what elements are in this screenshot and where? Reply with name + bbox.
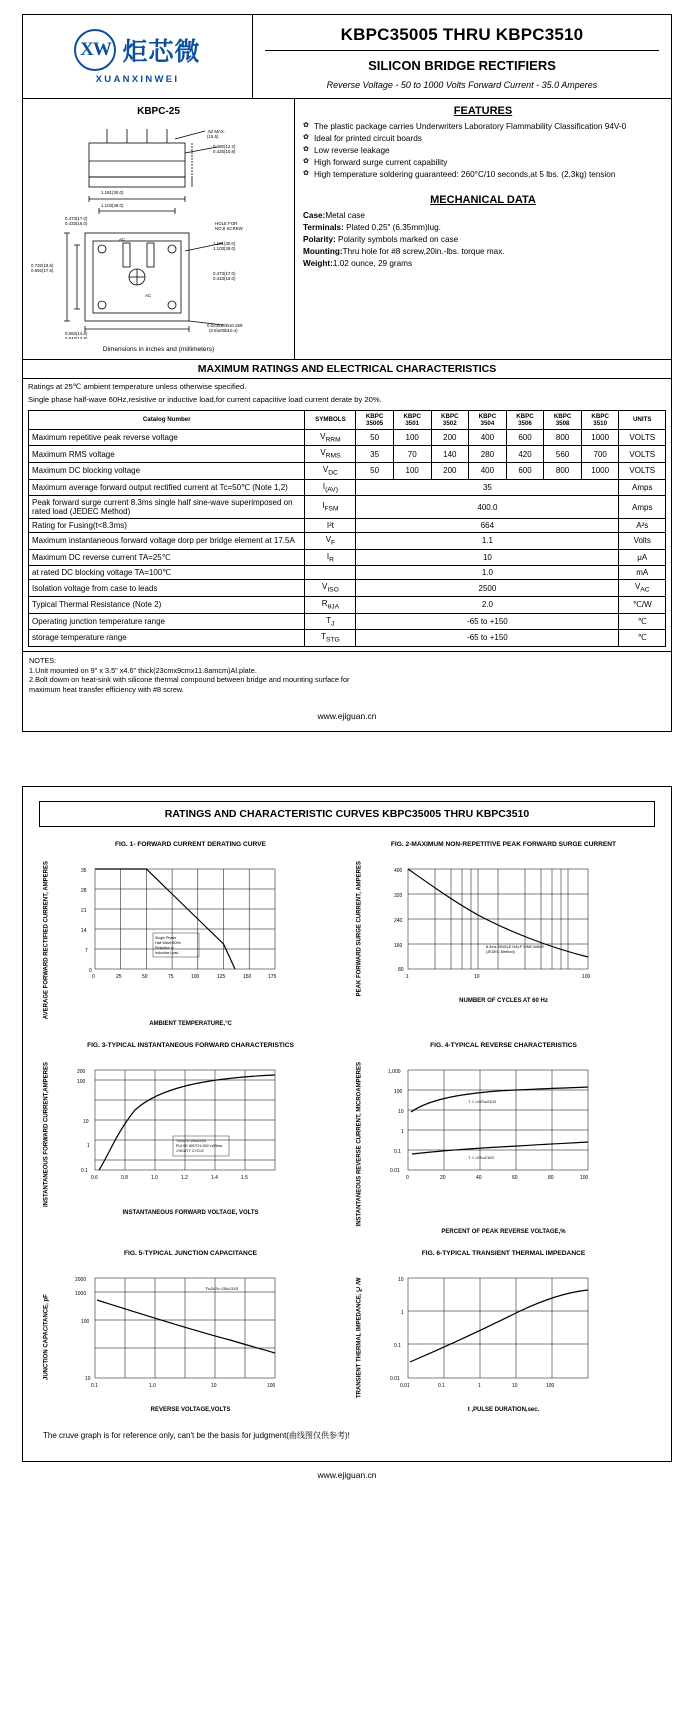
svg-text:1: 1	[478, 1383, 481, 1390]
svg-text:0.433(16.0): 0.433(16.0)	[65, 221, 88, 226]
cell-unit: VOLTS	[619, 446, 666, 463]
chart-title: FIG. 6-TYPICAL TRANSIENT THERMAL IMPEDANCE	[421, 1250, 586, 1258]
table-row	[29, 429, 666, 446]
chart-xlabel: REVERSE VOLTAGE,VOLTS	[150, 1407, 231, 1414]
header-part-5: KBPC 3508	[544, 410, 582, 429]
svg-text:21: 21	[81, 908, 87, 915]
svg-text:0.480(12.2): 0.480(12.2)	[213, 144, 236, 149]
note-item: 1.Unit mounted on 9" x 3.5" x4.6" thick(23cmx9cmx11.8amcm)Al.plate.	[29, 665, 257, 675]
svg-text:HOLE FOR: HOLE FOR	[215, 221, 238, 226]
svg-text:T\u2c7c=25\u2103: T\u2c7c=25\u2103	[176, 1139, 206, 1144]
svg-text:(0.6\u00b10.4): (0.6\u00b10.4)	[209, 328, 238, 333]
cell-value: 280	[469, 446, 507, 463]
cell-parameter: Isolation voltage from case to leads	[29, 580, 305, 597]
svg-text:0.543(13.8): 0.543(13.8)	[65, 336, 88, 339]
svg-text:AC: AC	[145, 293, 152, 298]
list-item: ✿ High temperature soldering guaranteed: 260°C/10 seconds,at 5 lbs. (2.3kg) tension	[303, 169, 663, 180]
svg-text:28: 28	[81, 888, 87, 895]
cell-parameter: at rated DC blocking voltage TA=100℃	[29, 566, 305, 580]
svg-text:0.473(17.0): 0.473(17.0)	[65, 216, 88, 221]
header-part-1: KBPC 3501	[393, 410, 431, 429]
svg-text:0.023\u00b10.259: 0.023\u00b10.259	[207, 323, 243, 328]
chart-title: FIG. 2-MAXIMUM NON-REPETITIVE PEAK FORWARD SURGE CURRENT	[390, 841, 617, 849]
notes-title: NOTES:	[29, 655, 57, 665]
list-item	[303, 210, 663, 222]
header-part-0: KBPC 35005	[356, 410, 394, 429]
svg-text:1: 1	[406, 974, 409, 981]
svg-text:10: 10	[398, 1109, 404, 1116]
svg-text:1.5: 1.5	[241, 1175, 248, 1182]
ratings-note-2: Single phase half-wave 60Hz,resistive or inductive load,for current capacitive load current derate by 20%.	[28, 395, 382, 405]
svg-text:0.1: 0.1	[394, 1343, 401, 1350]
cell-unit: A²s	[619, 519, 666, 533]
cell-value-span: -65 to +150	[356, 630, 619, 647]
cell-value: 400	[469, 429, 507, 446]
cell-unit: Amps	[619, 496, 666, 519]
chart-plot	[368, 1062, 618, 1192]
list-item	[303, 234, 663, 246]
cell-unit: Volts	[619, 533, 666, 550]
cell-unit: mA	[619, 566, 666, 580]
cell-value: 800	[544, 462, 582, 479]
cell-value: 70	[393, 446, 431, 463]
svg-text:1: 1	[87, 1143, 90, 1150]
mech-value: Plated 0.25" (6.35mm)lug.	[343, 223, 441, 233]
curves-title: RATINGS AND CHARACTERISTIC CURVES KBPC35005 THRU KBPC3510	[39, 801, 655, 827]
header-part-3: KBPC 3504	[469, 410, 507, 429]
chart-plot	[55, 861, 305, 991]
logo-chinese-name: 炬芯微	[122, 37, 201, 66]
header-symbols: SYMBOLS	[305, 410, 356, 429]
svg-text:.62 MAX.: .62 MAX.	[207, 129, 226, 134]
table-head	[29, 410, 666, 429]
svg-text:10: 10	[474, 974, 480, 981]
svg-text:0: 0	[89, 968, 92, 975]
svg-text:AC: AC	[119, 237, 126, 242]
logo-english-name: XUANXINWEI	[95, 73, 180, 85]
mech-value: Polarity symbols marked on case	[335, 235, 459, 245]
svg-text:(JEDEC Method): (JEDEC Method)	[486, 950, 515, 955]
svg-text:160: 160	[394, 943, 403, 950]
cell-parameter: Maximum DC blocking voltage	[29, 462, 305, 479]
chart-title: FIG. 5-TYPICAL JUNCTION CAPACITANCE	[124, 1250, 257, 1258]
cell-parameter: Maximum repetitive peak reverse voltage	[29, 429, 305, 446]
cell-value: 140	[431, 446, 469, 463]
cell-value: 600	[506, 429, 544, 446]
ratings-table	[28, 410, 666, 647]
page2-sheet	[22, 786, 672, 1462]
cell-value-span: 2.0	[356, 596, 619, 613]
cell-unit: Amps	[619, 479, 666, 496]
svg-text:100: 100	[81, 1319, 90, 1326]
table-body	[29, 429, 666, 646]
mech-label: Case:	[303, 211, 326, 221]
svg-text:0.1: 0.1	[81, 1168, 88, 1175]
chart-title: FIG. 3-TYPICAL INSTANTANEOUS FORWARD CHARACTERISTICS	[87, 1042, 294, 1050]
svg-text:0.433(16.0): 0.433(16.0)	[213, 276, 236, 281]
cell-value: 50	[356, 429, 394, 446]
chart-xlabel: INSTANTANEOUS FORWARD VOLTAGE, VOLTS	[122, 1209, 259, 1216]
svg-text:NO.8 SCREW: NO.8 SCREW	[215, 226, 243, 231]
table-row	[29, 446, 666, 463]
chart-plot	[368, 1270, 618, 1400]
svg-text:0.425(10.8): 0.425(10.8)	[213, 149, 236, 154]
cell-value: 800	[544, 429, 582, 446]
svg-text:1.181(30.0): 1.181(30.0)	[213, 241, 236, 246]
page-header	[23, 15, 671, 99]
package-title: KBPC-25	[137, 106, 180, 117]
datasheet-page-2	[0, 772, 694, 1504]
svg-text:1.103(28.0): 1.103(28.0)	[213, 246, 236, 251]
max-ratings-band: MAXIMUM RATINGS AND ELECTRICAL CHARACTERISTICS	[23, 360, 671, 379]
svg-text:2000: 2000	[75, 1277, 87, 1284]
svg-text:100: 100	[582, 974, 591, 981]
svg-text:100: 100	[77, 1079, 86, 1086]
chart-ylabel: PEAK FORWARD SURGE CURRENT, AMPERES	[356, 861, 363, 997]
header-ratings-line: Reverse Voltage - 50 to 1000 Volts Forward Current - 35.0 Amperes	[326, 80, 598, 90]
cell-value: 1000	[581, 429, 619, 446]
cell-unit: VOLTS	[619, 462, 666, 479]
svg-text:T J =25\u2103: T J =25\u2103	[468, 1155, 494, 1161]
mechanical-title: MECHANICAL DATA	[430, 194, 536, 207]
cell-symbol: $I_{(AV)}$	[305, 479, 356, 496]
svg-text:1.181(30.0): 1.181(30.0)	[101, 190, 124, 195]
chart-ylabel: JUNCTION CAPACITANCE, pF	[43, 1294, 50, 1381]
cell-parameter: storage temperature range	[29, 630, 305, 647]
svg-text:20: 20	[440, 1175, 446, 1182]
cell-symbol: $T_J$	[305, 613, 356, 630]
cell-unit: ℃/W	[619, 596, 666, 613]
svg-text:80: 80	[398, 967, 404, 974]
cell-value: 100	[393, 462, 431, 479]
features-mechanical-block	[295, 99, 671, 359]
footer-url-page2[interactable]: www.ejiguan.cn	[317, 1470, 377, 1481]
svg-text:25: 25	[116, 974, 122, 981]
svg-text:1.0: 1.0	[149, 1383, 156, 1390]
svg-text:1.4: 1.4	[211, 1175, 218, 1182]
cell-symbol: I²t	[305, 519, 356, 533]
cell-parameter: Peak forward surge current 8.3ms single half sine-wave superimposed on rated load (JEDEC Method)	[29, 496, 305, 519]
table-row	[29, 479, 666, 496]
chart-fig5	[39, 1250, 342, 1414]
chart-ylabel: INSTANTANEOUS REVERSE CURRENT, MICROAMPERES	[356, 1062, 363, 1227]
svg-text:125: 125	[217, 974, 226, 981]
svg-text:10: 10	[85, 1376, 91, 1383]
svg-text:0.01: 0.01	[400, 1383, 410, 1390]
table-row	[29, 613, 666, 630]
svg-text:0: 0	[92, 974, 95, 981]
cell-value: 400	[469, 462, 507, 479]
table-row	[29, 533, 666, 550]
cell-value-span: -65 to +150	[356, 613, 619, 630]
svg-text:0.1: 0.1	[438, 1383, 445, 1390]
svg-text:0.01: 0.01	[390, 1168, 400, 1175]
mechanical-list	[303, 210, 663, 269]
chart-fig3	[39, 1042, 342, 1236]
package-drawing	[23, 99, 295, 359]
header-part-6: KBPC 3510	[581, 410, 619, 429]
cell-value: 700	[581, 446, 619, 463]
list-item: ✿ High forward surge current capability	[303, 157, 663, 168]
cell-value-span: 1.0	[356, 566, 619, 580]
table-row	[29, 496, 666, 519]
logo-circle-icon	[74, 29, 116, 71]
cell-symbol: $V_F$	[305, 533, 356, 550]
svg-text:10: 10	[211, 1383, 217, 1390]
mech-value: 1.02 ounce, 29 grams	[332, 258, 413, 268]
cell-value: 420	[506, 446, 544, 463]
ratings-table-wrap	[23, 410, 671, 651]
cell-symbol: $V_{RRM}$	[305, 429, 356, 446]
mech-label: Terminals:	[303, 223, 344, 233]
mech-label: Weight:	[303, 258, 333, 268]
cell-value-span: 664	[356, 519, 619, 533]
package-outline-drawing	[27, 121, 289, 339]
svg-text:0.1: 0.1	[394, 1149, 401, 1156]
cell-parameter: Maximum RMS voltage	[29, 446, 305, 463]
table-row	[29, 580, 666, 597]
svg-text:200: 200	[77, 1069, 86, 1076]
cell-value-span: 35	[356, 479, 619, 496]
svg-text:150: 150	[243, 974, 252, 981]
svg-text:0: 0	[406, 1175, 409, 1182]
cell-value: 200	[431, 462, 469, 479]
cell-value: 100	[393, 429, 431, 446]
cell-value-span: 2500	[356, 580, 619, 597]
table-row	[29, 462, 666, 479]
note-item: maximum heat transfer efficiency with #8 screw.	[29, 685, 184, 695]
logo-mark-text: XW	[80, 38, 111, 60]
footnotes	[23, 651, 671, 703]
svg-text:40: 40	[476, 1175, 482, 1182]
list-item: ✿ Low reverse leakage	[303, 145, 663, 156]
svg-text:0.732(18.6): 0.732(18.6)	[31, 263, 54, 268]
table-row	[29, 596, 666, 613]
chart-title: FIG. 4-TYPICAL REVERSE CHARACTERISTICS	[430, 1042, 577, 1050]
chart-xlabel: NUMBER OF CYCLES AT 60 Hz	[459, 998, 548, 1005]
chart-fig1	[39, 841, 342, 1028]
svg-text:Resistive or: Resistive or	[155, 946, 174, 951]
svg-text:T J =100\u2103: T J =100\u2103	[468, 1099, 496, 1105]
header-units: UNITS	[619, 410, 666, 429]
header-part-4: KBPC 3506	[506, 410, 544, 429]
svg-text:10: 10	[398, 1277, 404, 1284]
mechanical-data-block	[303, 194, 663, 269]
cell-parameter: Maximum average forward output rectified current at Tc=50℃ (Note 1,2)	[29, 479, 305, 496]
chart-title: FIG. 1- FORWARD CURRENT DERATING CURVE	[115, 841, 266, 849]
mech-label: Polarity:	[303, 235, 336, 245]
ratings-note-1: Ratings at 25℃ ambient temperature unless otherwise specified.	[28, 382, 247, 391]
cell-unit: VOLTS	[619, 429, 666, 446]
svg-text:Half Wave 60Hz: Half Wave 60Hz	[155, 941, 181, 946]
list-item: ✿ The plastic package carries Underwriters Laboratory Flammability Classification 94V-0	[303, 121, 663, 132]
chart-ylabel: AVERAGE FORWARD RECTIFIED CURRENT, AMPERES	[43, 861, 50, 1020]
svg-text:1,000: 1,000	[388, 1069, 401, 1076]
list-item	[303, 246, 663, 258]
cell-parameter: Maximum instantaneous forward voltage dorp per bridge element at 17.5A	[29, 533, 305, 550]
cell-parameter: Rating for Fusing(t<8.3ms)	[29, 519, 305, 533]
svg-text:(15.5): (15.5)	[207, 134, 219, 139]
title-block	[253, 15, 671, 98]
svg-text:10: 10	[83, 1119, 89, 1126]
cell-value: 1000	[581, 462, 619, 479]
svg-text:0.01: 0.01	[390, 1376, 400, 1383]
mech-value: Thru hole for #8 screw,20in.-lbs. torque max.	[342, 246, 505, 256]
cell-unit: $V_{AC}$	[619, 580, 666, 597]
curves-disclaimer: The cruve graph is for reference only, can't be the basis for judgment(曲线图仅供参考)!	[43, 1431, 350, 1441]
cell-symbol: $R_{\theta JA}$	[305, 596, 356, 613]
note-item: 2.Bolt dowm on heat-sink with silicone thermal compound between bridge and mounting surface for	[29, 675, 350, 685]
svg-text:1: 1	[401, 1310, 404, 1317]
list-item	[303, 258, 663, 270]
svg-text:1: 1	[401, 1129, 404, 1136]
svg-text:14: 14	[81, 928, 87, 935]
svg-text:175: 175	[268, 974, 277, 981]
chart-fig2	[352, 841, 655, 1028]
charts-grid	[39, 841, 655, 1414]
page1-sheet	[22, 14, 672, 732]
svg-text:0.583(14.8): 0.583(14.8)	[65, 331, 88, 336]
cell-parameter: Operating junction temperature range	[29, 613, 305, 630]
svg-text:1%DUTY CYCLE: 1%DUTY CYCLE	[176, 1149, 204, 1154]
svg-text:100: 100	[191, 974, 200, 981]
cell-parameter: Maximum DC reverse current TA=25℃	[29, 549, 305, 566]
svg-text:100: 100	[580, 1175, 589, 1182]
svg-text:7: 7	[85, 948, 88, 955]
svg-text:0.692(17.6): 0.692(17.6)	[31, 268, 54, 273]
cell-symbol: $V_{ISO}$	[305, 580, 356, 597]
svg-text:10: 10	[512, 1383, 518, 1390]
svg-text:60: 60	[512, 1175, 518, 1182]
svg-text:1000: 1000	[75, 1291, 87, 1298]
cell-symbol: $T_{STG}$	[305, 630, 356, 647]
svg-text:Single Phase: Single Phase	[155, 936, 177, 941]
cell-unit: ℃	[619, 613, 666, 630]
svg-text:0.8: 0.8	[121, 1175, 128, 1182]
svg-text:T\u2c7c=25\u2103: T\u2c7c=25\u2103	[205, 1286, 239, 1292]
svg-text:0.1: 0.1	[91, 1383, 98, 1390]
cell-value: 560	[544, 446, 582, 463]
cell-symbol: $I_R$	[305, 549, 356, 566]
svg-text:100: 100	[546, 1383, 555, 1390]
svg-text:50: 50	[142, 974, 148, 981]
svg-text:75: 75	[168, 974, 174, 981]
table-header-row	[29, 410, 666, 429]
cell-parameter: Typical Thermal Resistance (Note 2)	[29, 596, 305, 613]
cell-symbol	[305, 566, 356, 580]
svg-text:240: 240	[394, 918, 403, 925]
svg-text:8.3ms SINGLE HALF SINE-WAVE: 8.3ms SINGLE HALF SINE-WAVE	[486, 945, 545, 950]
cell-value: 600	[506, 462, 544, 479]
cell-value: 200	[431, 429, 469, 446]
brand-logo	[23, 15, 253, 98]
chart-plot	[55, 1270, 305, 1400]
chart-xlabel: AMBIENT TEMPERATURE,°C	[149, 1021, 232, 1028]
chart-ylabel: INSTANTANEOUS FORWARD CURRENT,AMPERES	[43, 1062, 50, 1208]
cell-symbol: $I_{FSM}$	[305, 496, 356, 519]
table-row	[29, 549, 666, 566]
page-title: KBPC35005 THRU KBPC3510	[265, 25, 659, 51]
table-row	[29, 566, 666, 580]
svg-text:35: 35	[81, 868, 87, 875]
chart-xlabel: PERCENT OF PEAK REVERSE VOLTAGE,%	[441, 1228, 566, 1235]
mech-value: Metal case	[325, 211, 365, 221]
svg-text:1.2: 1.2	[181, 1175, 188, 1182]
cell-value-span: 10	[356, 549, 619, 566]
features-title: FEATURES	[453, 105, 513, 117]
svg-text:Inductive Load: Inductive Load	[155, 951, 179, 956]
page-subtitle: SILICON BRIDGE RECTIFIERS	[368, 58, 556, 73]
footer-url-page1[interactable]: www.ejiguan.cn	[317, 711, 377, 722]
header-part-2: KBPC 3502	[431, 410, 469, 429]
svg-text:80: 80	[548, 1175, 554, 1182]
cell-value-span: 1.1	[356, 533, 619, 550]
header-catalog-number: Catalog Number	[29, 410, 305, 429]
cell-unit: μA	[619, 549, 666, 566]
svg-text:320: 320	[394, 893, 403, 900]
svg-text:PULSE WIDTH=300 \u03bcs: PULSE WIDTH=300 \u03bcs	[176, 1144, 223, 1149]
drawing-caption: Dimensions in inches and (millimeters)	[102, 346, 215, 353]
svg-text:400: 400	[394, 868, 403, 875]
datasheet-page-1	[0, 0, 694, 746]
svg-text:1.0: 1.0	[151, 1175, 158, 1182]
features-list	[303, 121, 663, 180]
cell-symbol: $V_{DC}$	[305, 462, 356, 479]
list-item	[303, 222, 663, 234]
cell-symbol: $V_{RMS}$	[305, 446, 356, 463]
table-row	[29, 519, 666, 533]
chart-plot	[55, 1062, 305, 1192]
chart-ylabel: TRANSIENT THERMAL IMPEDANCE, ℃/W	[356, 1277, 363, 1398]
list-item: ✿ Ideal for printed circuit boards	[303, 133, 663, 144]
svg-text:100: 100	[267, 1383, 276, 1390]
chart-fig6	[352, 1250, 655, 1414]
cell-unit: ℃	[619, 630, 666, 647]
chart-xlabel: t ,PULSE DURATION,sec.	[467, 1407, 540, 1414]
svg-text:1.103(28.0): 1.103(28.0)	[101, 203, 124, 208]
mech-label: Mounting:	[303, 246, 343, 256]
cell-value: 35	[356, 446, 394, 463]
table-row	[29, 630, 666, 647]
chart-plot	[368, 861, 618, 991]
spec-row	[23, 99, 671, 360]
cell-value: 50	[356, 462, 394, 479]
svg-text:0.473(17.0): 0.473(17.0)	[213, 271, 236, 276]
chart-fig4	[352, 1042, 655, 1236]
cell-value-span: 400.0	[356, 496, 619, 519]
svg-text:100: 100	[394, 1089, 403, 1096]
svg-text:0.6: 0.6	[91, 1175, 98, 1182]
